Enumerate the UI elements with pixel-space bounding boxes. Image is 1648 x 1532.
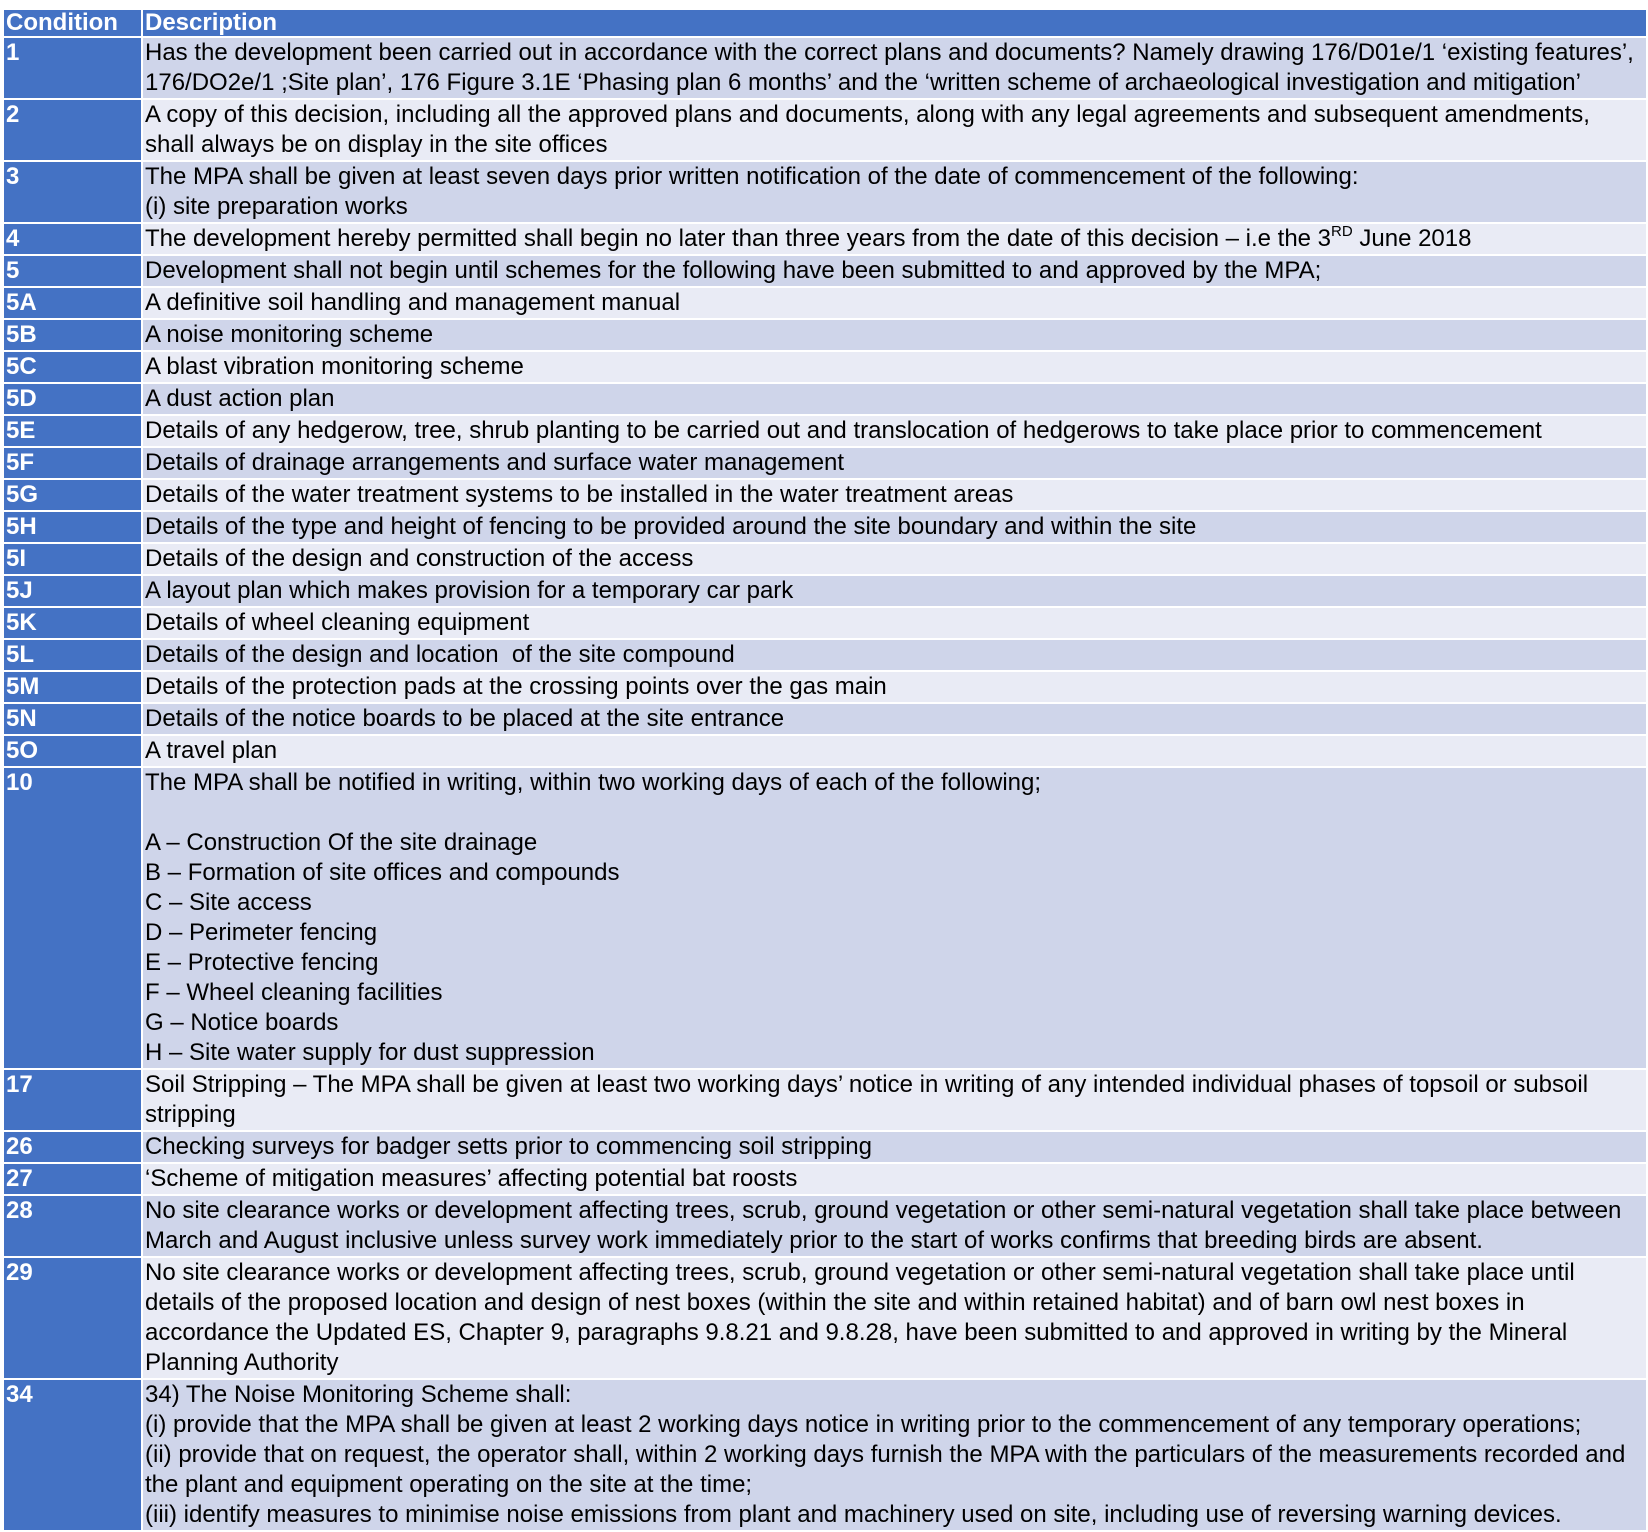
table-row: [3, 1195, 1647, 1257]
condition-description: [142, 161, 1647, 223]
description-line: F – Wheel cleaning facilities: [145, 979, 443, 1006]
header-row: [3, 9, 1647, 37]
description-line: (ii) provide that on request, the operator shall, within 2 working days furnish the MPA with the particulars of the measurements recorded and the plant and equipment operating on the site at the time;: [145, 1441, 1632, 1498]
table-row: [3, 415, 1647, 447]
condition-number: 5D: [3, 383, 142, 415]
table-row: [3, 383, 1647, 415]
table-row: [3, 99, 1647, 161]
table-row: [3, 575, 1647, 607]
table-row: [3, 1131, 1647, 1163]
description-line: Has the development been carried out in accordance with the correct plans and documents? Namely drawing 176/D01e/1 ‘existing features’, 176/DO2e/1 ;Site plan’, 176 Figure 3.1E ‘Phasing plan 6 months’ and the ‘written scheme of archaeological investigation and mitigation’: [145, 39, 1641, 96]
description-line: [145, 798, 1644, 828]
condition-number: 5B: [3, 319, 142, 351]
condition-description: [142, 223, 1647, 255]
table-row: [3, 287, 1647, 319]
description-line: E – Protective fencing: [145, 949, 379, 976]
condition-number: 1: [3, 37, 142, 99]
table-row: [3, 735, 1647, 767]
description-line: Details of drainage arrangements and surface water management: [145, 449, 845, 476]
description-line: Details of the design and location of the site compound: [145, 641, 735, 668]
description-line: C – Site access: [145, 889, 312, 916]
description-line: Details of wheel cleaning equipment: [145, 609, 530, 636]
condition-number: 5L: [3, 639, 142, 671]
table-row: [3, 1163, 1647, 1195]
table-row: [3, 37, 1647, 99]
description-line: Details of the protection pads at the crossing points over the gas main: [145, 673, 887, 700]
condition-number: 5J: [3, 575, 142, 607]
description-line: H – Site water supply for dust suppression: [145, 1039, 595, 1066]
condition-description: [142, 383, 1647, 415]
table-row: [3, 511, 1647, 543]
condition-number: 5O: [3, 735, 142, 767]
table-row: [3, 161, 1647, 223]
condition-number: 2: [3, 99, 142, 161]
condition-number: 5: [3, 255, 142, 287]
condition-description: [142, 1379, 1647, 1531]
description-line: D – Perimeter fencing: [145, 919, 378, 946]
table-row: [3, 671, 1647, 703]
description-line: G – Notice boards: [145, 1009, 339, 1036]
description-line: The MPA shall be notified in writing, within two working days of each of the following;: [145, 769, 1042, 796]
description-line: A – Construction Of the site drainage: [145, 829, 538, 856]
description-line: No site clearance works or development affecting trees, scrub, ground vegetation or other semi-natural vegetation shall take place between March and August inclusive unless survey work immediately prior to the start of works confirms that breeding birds are absent.: [145, 1197, 1629, 1254]
condition-number: 5N: [3, 703, 142, 735]
description-text: The development hereby permitted shall begin no later than three years from the date of this decision – i.e the 3: [145, 225, 1332, 252]
condition-number: 26: [3, 1131, 142, 1163]
condition-number: 3: [3, 161, 142, 223]
condition-number: 5I: [3, 543, 142, 575]
condition-description: [142, 415, 1647, 447]
condition-number: 34: [3, 1379, 142, 1531]
condition-number: 5H: [3, 511, 142, 543]
condition-number: 10: [3, 767, 142, 1069]
description-line: (iii) identify measures to minimise noise emissions from plant and machinery used on site, including use of reversing warning devices.: [145, 1501, 1562, 1528]
description-line: A travel plan: [145, 737, 278, 764]
condition-number: 27: [3, 1163, 142, 1195]
condition-number: 17: [3, 1069, 142, 1131]
description-line: 34) The Noise Monitoring Scheme shall:: [145, 1381, 572, 1408]
description-line: A layout plan which makes provision for a temporary car park: [145, 577, 794, 604]
description-line: B – Formation of site offices and compounds: [145, 859, 620, 886]
condition-description: [142, 671, 1647, 703]
condition-description: [142, 319, 1647, 351]
description-line: Development shall not begin until schemes for the following have been submitted to and approved by the MPA;: [145, 257, 1322, 284]
description-line: A copy of this decision, including all the approved plans and documents, along with any legal agreements and subsequent amendments, shall always be on display in the site offices: [145, 101, 1597, 158]
table-row: [3, 607, 1647, 639]
table-row: [3, 543, 1647, 575]
description-line: Soil Stripping – The MPA shall be given at least two working days’ notice in writing of any intended individual phases of topsoil or subsoil stripping: [145, 1071, 1595, 1128]
condition-number: 5C: [3, 351, 142, 383]
conditions-table: [2, 8, 1648, 1532]
condition-column-header: Condition: [3, 9, 142, 37]
table-row: [3, 703, 1647, 735]
condition-description: [142, 607, 1647, 639]
condition-description: [142, 1195, 1647, 1257]
table-row: [3, 767, 1647, 1069]
description-line: Details of the design and construction of the access: [145, 545, 694, 572]
table-row: [3, 1069, 1647, 1131]
condition-number: 5K: [3, 607, 142, 639]
condition-description: [142, 447, 1647, 479]
description-line: (i) site preparation works: [145, 193, 408, 220]
condition-description: [142, 255, 1647, 287]
condition-description: [142, 735, 1647, 767]
condition-number: 5G: [3, 479, 142, 511]
table-row: [3, 319, 1647, 351]
description-line: A dust action plan: [145, 385, 335, 412]
condition-description: [142, 543, 1647, 575]
condition-description: [142, 37, 1647, 99]
description-line: No site clearance works or development affecting trees, scrub, ground vegetation or other semi-natural vegetation shall take place until details of the proposed location and design of nest boxes (within the site and within retained habitat) and of barn owl nest boxes in accordance the Updated ES, Chapter 9, paragraphs 9.8.21 and 9.8.28, have been submitted to and approved in writing by the Mineral Planning Authority: [145, 1259, 1582, 1376]
condition-number: 5M: [3, 671, 142, 703]
condition-description: [142, 511, 1647, 543]
table-row: [3, 1379, 1647, 1531]
description-line: (i) provide that the MPA shall be given at least 2 working days notice in writing prior to the commencement of any temporary operations;: [145, 1411, 1582, 1438]
condition-description: [142, 703, 1647, 735]
condition-description: [142, 575, 1647, 607]
condition-description: [142, 1069, 1647, 1131]
table-row: [3, 479, 1647, 511]
table-row: [3, 351, 1647, 383]
condition-number: 5E: [3, 415, 142, 447]
condition-description: [142, 287, 1647, 319]
description-line: Details of the water treatment systems to be installed in the water treatment areas: [145, 481, 1014, 508]
condition-description: [142, 479, 1647, 511]
condition-number: 28: [3, 1195, 142, 1257]
description-line: [145, 224, 1644, 254]
condition-number: 5F: [3, 447, 142, 479]
description-line: ‘Scheme of mitigation measures’ affecting potential bat roosts: [145, 1165, 798, 1192]
table-row: [3, 223, 1647, 255]
condition-description: [142, 639, 1647, 671]
description-line: A blast vibration monitoring scheme: [145, 353, 524, 380]
condition-description: [142, 351, 1647, 383]
condition-description: [142, 99, 1647, 161]
table-row: [3, 639, 1647, 671]
description-line: Checking surveys for badger setts prior to commencing soil stripping: [145, 1133, 872, 1160]
condition-number: 4: [3, 223, 142, 255]
table-row: [3, 447, 1647, 479]
condition-number: 5A: [3, 287, 142, 319]
description-line: Details of the notice boards to be placed at the site entrance: [145, 705, 785, 732]
table-row: [3, 255, 1647, 287]
condition-description: [142, 1131, 1647, 1163]
description-line: Details of any hedgerow, tree, shrub planting to be carried out and translocation of hedgerows to take place prior to commencement: [145, 417, 1542, 444]
description-line: A noise monitoring scheme: [145, 321, 434, 348]
description-column-header: Description: [142, 9, 1647, 37]
table-row: [3, 1257, 1647, 1379]
description-text: June 2018: [1352, 225, 1472, 252]
description-line: A definitive soil handling and management manual: [145, 289, 681, 316]
description-line: Details of the type and height of fencing to be provided around the site boundary and within the site: [145, 513, 1197, 540]
ordinal-superscript: RD: [1331, 223, 1353, 240]
condition-description: [142, 1257, 1647, 1379]
condition-description: [142, 767, 1647, 1069]
description-line: The MPA shall be given at least seven days prior written notification of the date of commencement of the following:: [145, 163, 1359, 190]
condition-description: [142, 1163, 1647, 1195]
condition-number: 29: [3, 1257, 142, 1379]
